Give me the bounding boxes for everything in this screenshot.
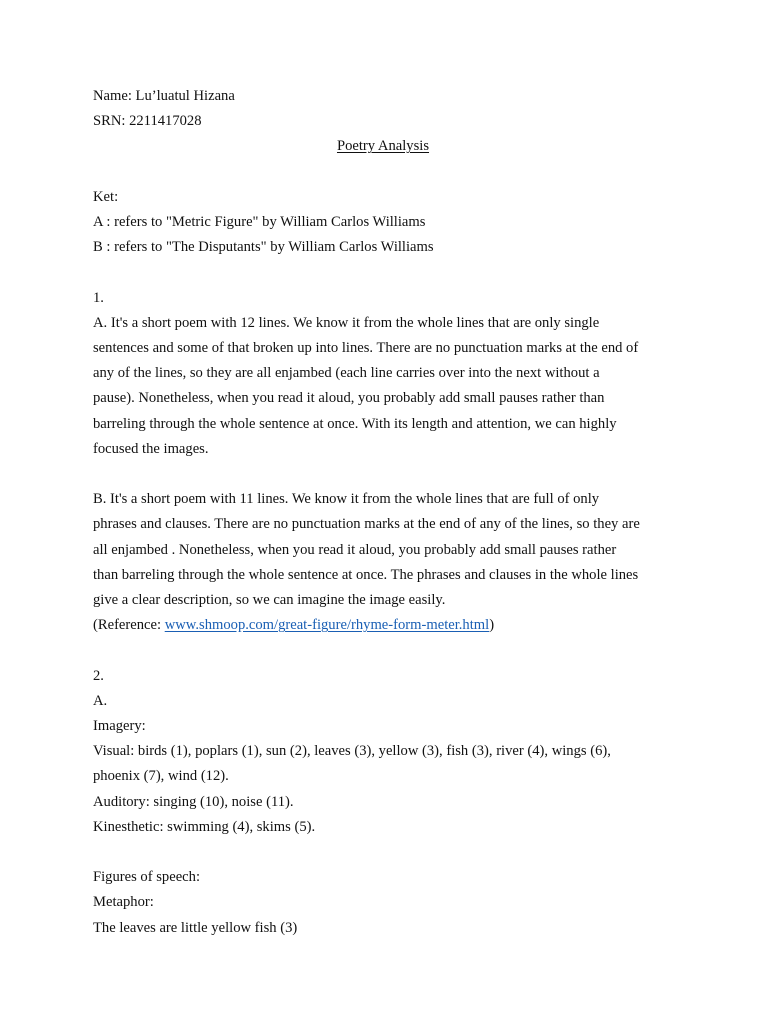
visual-imagery-line: Visual: birds (1), poplars (1), sun (2), leaves (3), yellow (3), fish (3), river (4), wings (6), xyxy=(93,743,611,760)
document-page xyxy=(93,84,693,941)
kinesthetic-imagery-line: Kinesthetic: swimming (4), skims (5). xyxy=(93,818,316,835)
document-title-row xyxy=(93,134,673,159)
reference-suffix: ) xyxy=(489,617,495,634)
section-2-number: 2. xyxy=(93,667,104,684)
spacer xyxy=(93,462,693,487)
section-1a-line: any of the lines, so they are all enjambed (each line carries over into the next without a xyxy=(93,365,600,382)
section-1b-line: than barreling through the whole sentence at once. The phrases and clauses in the whole lines xyxy=(93,566,639,583)
section-1a-line: focused the images. xyxy=(93,440,209,457)
section-1b-line: B. It's a short poem with 11 lines. We know it from the whole lines that are full of only xyxy=(93,491,600,508)
key-item-b: B : refers to "The Disputants" by William Carlos Williams xyxy=(93,239,434,256)
section-1b-line: give a clear description, so we can imagine the image easily. xyxy=(93,592,446,609)
reference-line xyxy=(93,613,693,638)
metaphor-label: Metaphor: xyxy=(93,894,154,911)
student-name: Name: Lu’luatul Hizana xyxy=(93,88,235,104)
reference-link[interactable]: www.shmoop.com/great-figure/rhyme-form-meter.html xyxy=(164,617,490,634)
section-1a-line: A. It's a short poem with 12 lines. We know it from the whole lines that are only single xyxy=(93,314,600,331)
spacer xyxy=(93,260,693,285)
section-1a-line: sentences and some of that broken up into lines. There are no punctuation marks at the end of xyxy=(93,340,639,356)
student-srn: SRN: 2211417028 xyxy=(93,113,202,130)
metaphor-example: The leaves are little yellow fish (3) xyxy=(93,919,298,936)
key-label: Ket: xyxy=(93,188,119,205)
spacer xyxy=(93,160,693,185)
document-title: Poetry Analysis xyxy=(336,138,430,155)
section-1b-line: all enjambed . Nonetheless, when you read it aloud, you probably add small pauses rather xyxy=(93,541,617,558)
auditory-imagery-line: Auditory: singing (10), noise (11). xyxy=(93,793,294,810)
key-item-a: A : refers to "Metric Figure" by William Carlos Williams xyxy=(93,214,426,230)
visual-imagery-line: phoenix (7), wind (12). xyxy=(93,768,229,785)
spacer xyxy=(93,638,693,663)
section-1a-line: pause). Nonetheless, when you read it aloud, you probably add small pauses rather than xyxy=(93,390,605,407)
section-2-sub: A. xyxy=(93,692,108,709)
section-1-number: 1. xyxy=(93,289,104,306)
section-1a-line: barreling through the whole sentence at once. With its length and attention, we can highly xyxy=(93,415,617,432)
reference-prefix: (Reference: xyxy=(93,617,165,634)
section-1b-line: phrases and clauses. There are no punctuation marks at the end of any of the lines, so they are xyxy=(93,516,640,533)
spacer xyxy=(93,840,693,865)
imagery-label: Imagery: xyxy=(93,718,146,735)
figures-of-speech-label: Figures of speech: xyxy=(93,869,200,886)
